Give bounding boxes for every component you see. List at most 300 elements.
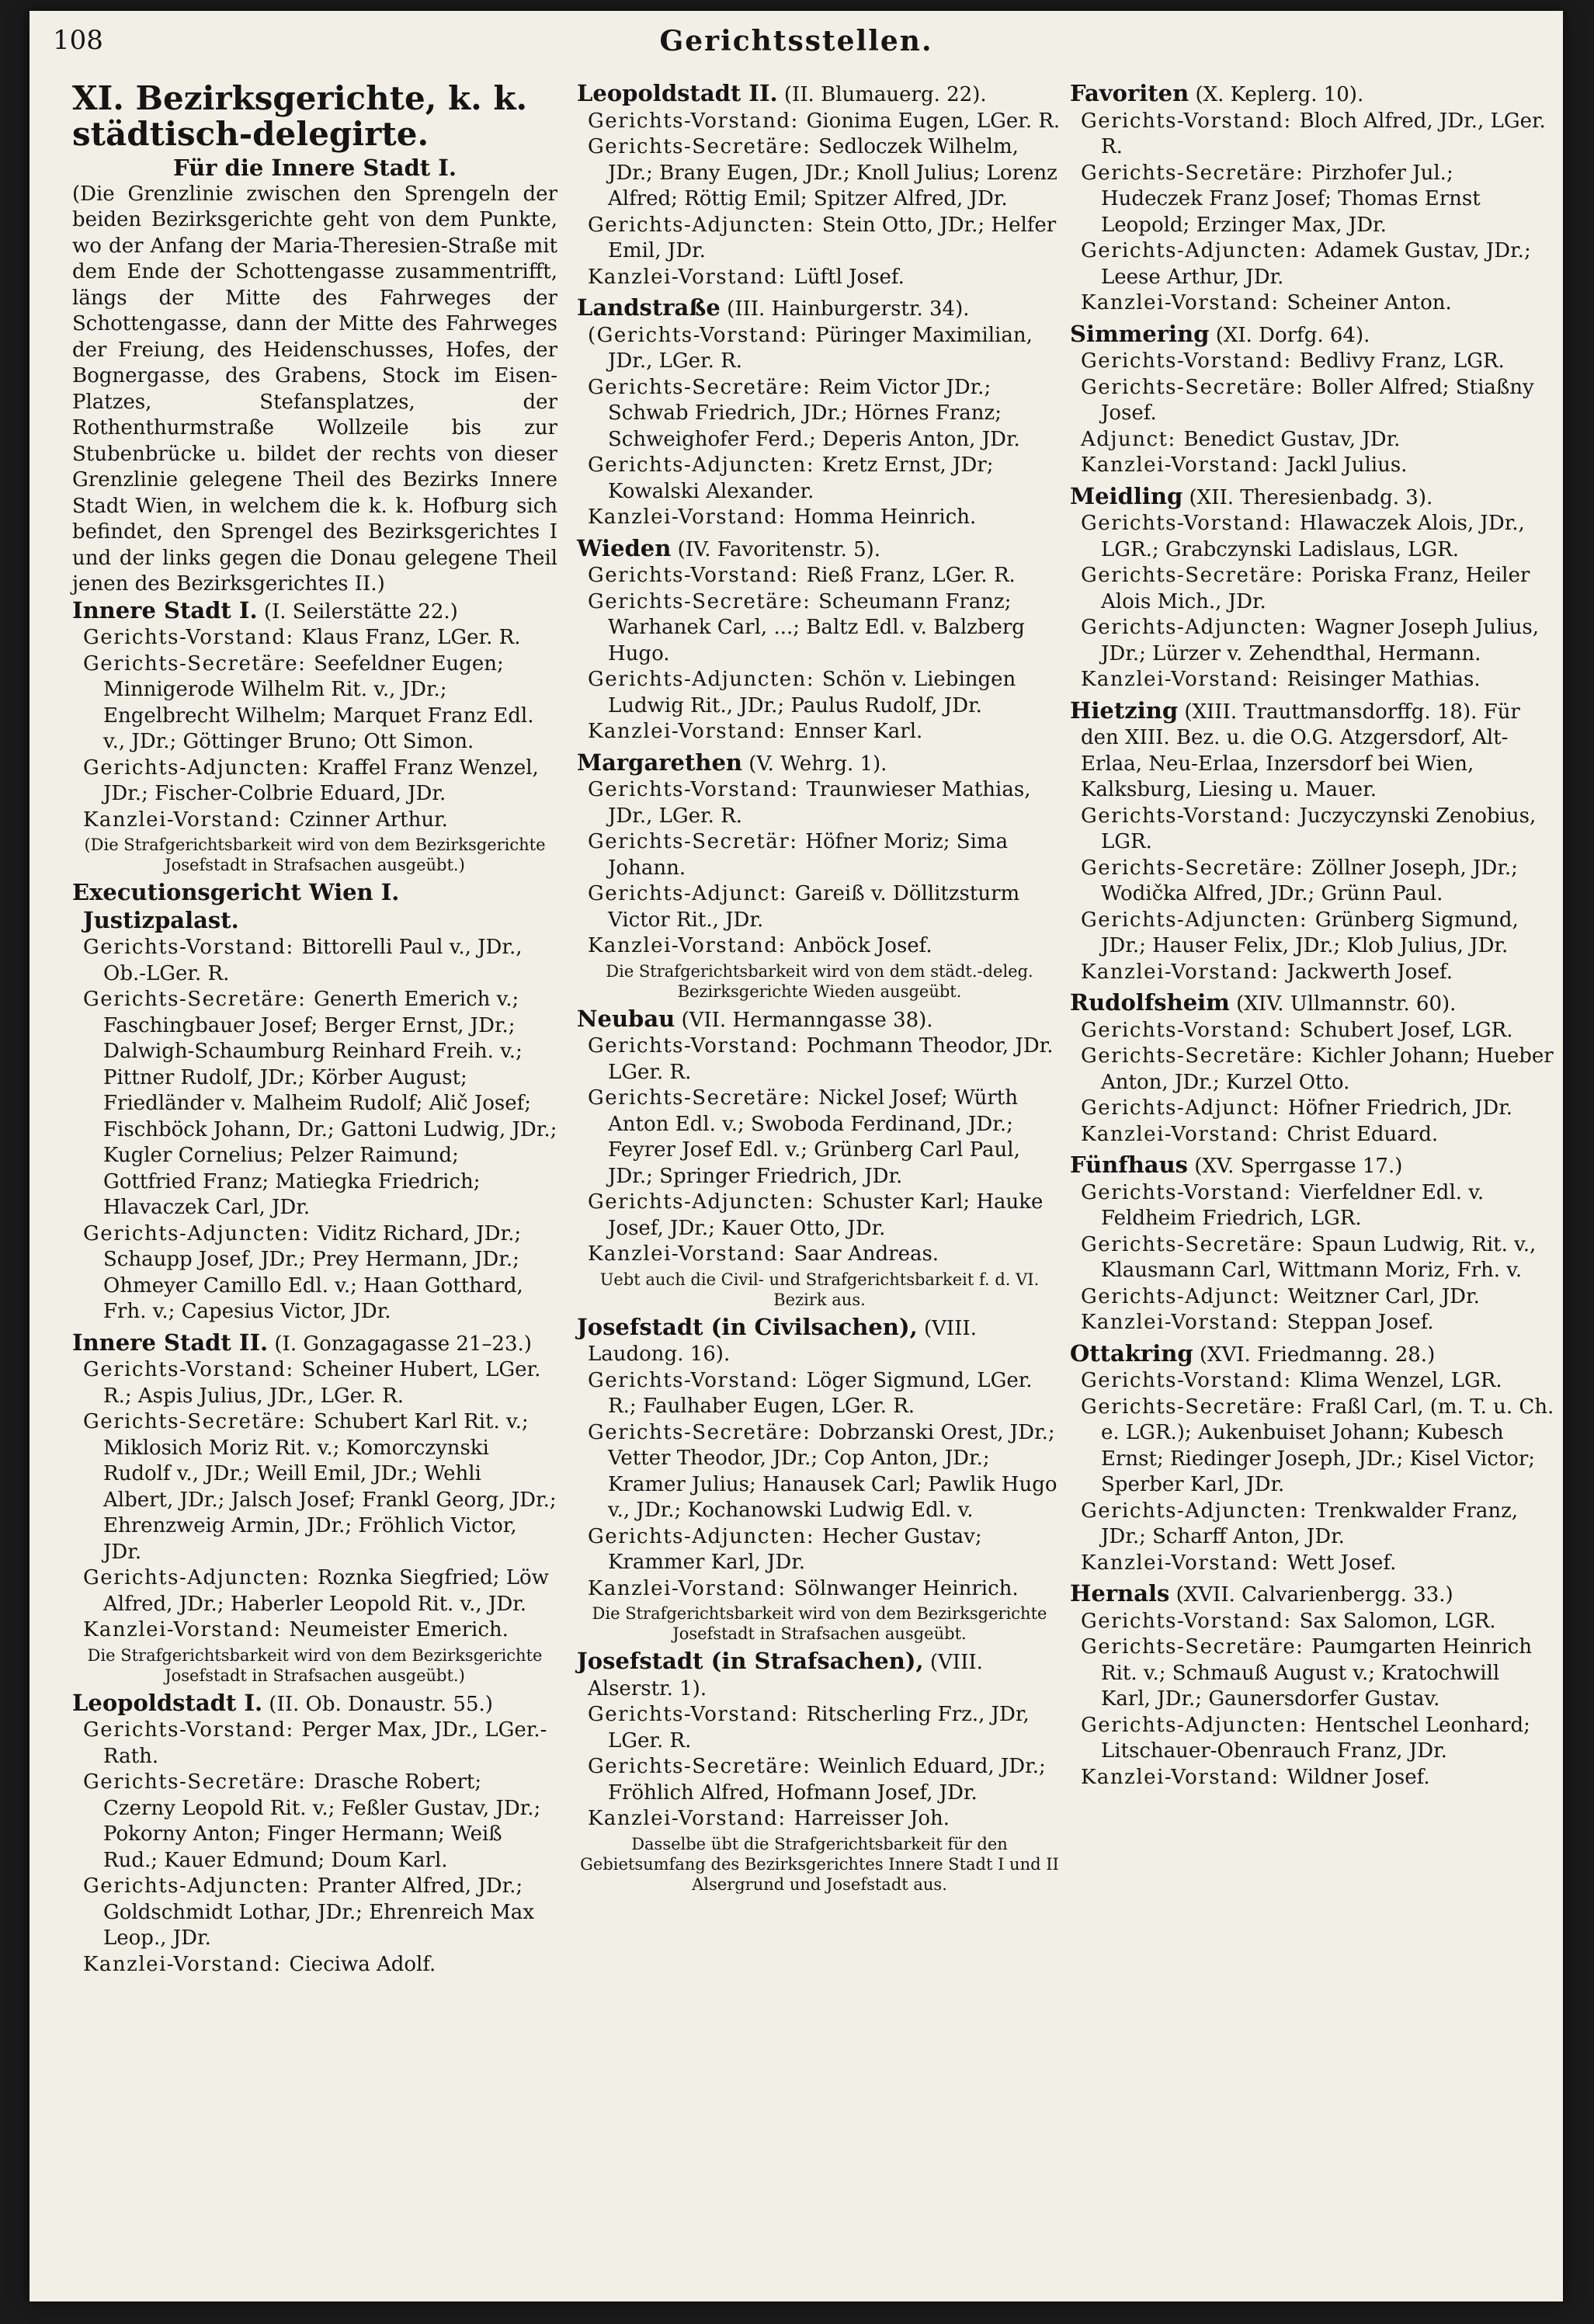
staff-role: Gerichts-Adjuncten: [83, 1566, 318, 1589]
court-name: Meidling [1070, 482, 1183, 509]
staff-names: Scheiner Anton. [1287, 291, 1452, 314]
staff-role: Gerichts-Vorstand: [1081, 1180, 1300, 1204]
staff-names: Bloch Alfred, JDr., LGer. R. [1101, 109, 1546, 158]
staff-role: Gerichts-Vorstand: [83, 1358, 302, 1381]
staff-role: Gerichts-Secretär: [588, 830, 806, 853]
court-entry [72, 880, 557, 1325]
staff-role: Kanzlei-Vorstand: [1081, 1765, 1287, 1789]
staff-role: Kanzlei-Vorstand: [1081, 1122, 1287, 1146]
staff-role: Gerichts-Adjuncten: [83, 756, 318, 780]
court-heading [1070, 698, 1555, 804]
staff-role: Gerichts-Vorstand: [588, 109, 807, 133]
staff-names: Rieß Franz, LGer. R. [806, 564, 1016, 587]
staff-line [72, 1357, 557, 1409]
staff-names: Kraffel Franz Wenzel, JDr.; Fischer-Colbrie Eduard, JDr. [103, 756, 539, 805]
court-entry [577, 81, 1062, 290]
court-entry [1070, 81, 1555, 317]
staff-names: Seefeldner Eugen; Minnigerode Wilhelm Rit. v., JDr.; Engelbrecht Wilhelm; Marquet Franz Edl. v., JDr.; Göttinger Bruno; Ott Simon. [103, 651, 534, 753]
page-title: Gerichtsstellen. [659, 25, 933, 57]
staff-names: Schubert Josef, LGR. [1299, 1018, 1513, 1042]
staff-line [1070, 1551, 1555, 1577]
staff-role: Gerichts-Secretäre: [588, 1086, 819, 1110]
staff-role: Gerichts-Adjunct: [1081, 1096, 1288, 1120]
staff-line [1070, 1122, 1555, 1148]
staff-names: Jackwerth Josef. [1287, 960, 1453, 984]
staff-names: Kretz Ernst, JDr; Kowalski Alexander. [608, 453, 994, 503]
staff-role: Kanzlei-Vorstand: [1081, 960, 1287, 984]
court-heading [577, 81, 1062, 109]
court-heading [577, 1648, 1062, 1702]
staff-names: Trenkwalder Franz, JDr.; Scharff Anton, JDr. [1101, 1499, 1519, 1548]
staff-role: Gerichts-Adjunct: [1081, 1284, 1288, 1308]
staff-names: Lüftl Josef. [794, 265, 905, 289]
staff-role: Gerichts-Secretäre: [1081, 375, 1312, 399]
court-entry [577, 295, 1062, 531]
court-heading [1070, 1341, 1555, 1369]
staff-line [1070, 1096, 1555, 1122]
staff-names: Drasche Robert; Czerny Leopold Rit. v.; Feßler Gustav, JDr.; Pokorny Anton; Finger Hermann; Weiß Rud.; Kauer Edmund; Doum Karl. [103, 1770, 541, 1872]
court-heading [72, 1330, 557, 1358]
staff-names: Anböck Josef. [794, 934, 932, 957]
court-heading [1070, 321, 1555, 349]
staff-names: Schubert Karl Rit. v.; Miklosich Moriz Rit. v.; Komorczynski Rudolf v., JDr.; Weill Emil, JDr.; Wehli Albert, JDr.; Jalsch Josef; Frankl Georg, JDr.; Ehrenzweig Armin, JDr.; Fröhlich Victor, JDr. [103, 1410, 557, 1564]
staff-names: Püringer Maximilian, JDr., LGer. R. [608, 323, 1033, 373]
staff-line [1070, 960, 1555, 986]
staff-names: Höfner Moriz; Sima Johann. [608, 830, 1009, 880]
staff-names: Schön v. Liebingen Ludwig Rit., JDr.; Paulus Rudolf, JDr. [608, 668, 1016, 717]
staff-role: Gerichts-Secretäre: [1081, 1395, 1312, 1419]
staff-names: Boller Alfred; Stiaßny Josef. [1101, 375, 1534, 425]
court-entry [1070, 1341, 1555, 1577]
staff-role: Kanzlei-Vorstand: [1081, 1311, 1287, 1334]
column-right [1070, 81, 1555, 1795]
staff-line [1070, 1499, 1555, 1551]
staff-names: Poriska Franz, Heiler Alois Mich., JDr. [1101, 564, 1530, 613]
staff-line [1070, 1634, 1555, 1713]
staff-names: Adamek Gustav, JDr.; Leese Arthur, JDr. [1101, 239, 1531, 289]
staff-role: Gerichts-Vorstand: [588, 564, 807, 587]
court-name: Favoriten [1070, 80, 1189, 106]
staff-names: Steppan Josef. [1287, 1311, 1434, 1334]
staff-line [1070, 349, 1555, 375]
court-heading [577, 750, 1062, 778]
court-heading [1070, 990, 1555, 1018]
staff-line [577, 1086, 1062, 1190]
staff-names: Weitzner Carl, JDr. [1287, 1284, 1480, 1308]
court-address: (I. Seilerstätte 22.) [257, 599, 458, 624]
court-entry [577, 536, 1062, 745]
staff-role: Gerichts-Secretäre: [1081, 1232, 1312, 1256]
staff-role: Gerichts-Adjuncten: [1081, 239, 1315, 262]
court-address: (I. Gonzagagasse 21–23.) [268, 1332, 532, 1356]
court-heading [577, 536, 1062, 564]
staff-names: Sölnwanger Heinrich. [794, 1576, 1019, 1600]
staff-role: Gerichts-Secretäre: [588, 1755, 819, 1778]
staff-names: Bittorelli Paul v., JDr., Ob.-LGer. R. [103, 936, 523, 985]
staff-line [72, 987, 557, 1221]
staff-names: Scheumann Franz; Warhanek Carl, ...; Baltz Edl. v. Balzberg Hugo. [608, 589, 1025, 665]
staff-line [1070, 615, 1555, 667]
court-note: Uebt auch die Civil- und Strafgerichtsbarkeit f. d. VI. Bezirk aus. [599, 1270, 1040, 1309]
staff-line [577, 1190, 1062, 1242]
staff-role: Gerichts-Vorstand: [588, 1703, 807, 1726]
court-list [1070, 81, 1555, 1791]
court-heading [72, 880, 557, 935]
staff-names: Pochmann Theodor, JDr. LGer. R. [608, 1034, 1054, 1084]
staff-line [1070, 238, 1555, 290]
staff-line [1070, 563, 1555, 615]
staff-role: Gerichts-Vorstand: [1081, 1369, 1300, 1392]
staff-line [577, 1576, 1062, 1603]
staff-line [577, 265, 1062, 291]
staff-line [1070, 667, 1555, 693]
staff-names: Benedict Gustav, JDr. [1183, 427, 1401, 451]
staff-names: Pirzhofer Jul.; Hudeczek Franz Josef; Thomas Ernst Leopold; Erzinger Max, JDr. [1101, 161, 1481, 237]
staff-line [1070, 427, 1555, 453]
staff-names: Czinner Arthur. [289, 808, 448, 832]
court-heading [1070, 1152, 1555, 1180]
staff-role: Gerichts-Vorstand: [1081, 512, 1300, 535]
section-title: XI. Bezirksgerichte, k. k. städtisch-delegirte. [72, 79, 528, 153]
court-name: Hietzing [1070, 697, 1179, 724]
staff-role: Gerichts-Secretäre: [588, 589, 819, 613]
court-address: (II. Blumauerg. 22). [777, 83, 987, 106]
court-entry [577, 1315, 1062, 1645]
staff-line [1070, 908, 1555, 960]
staff-line [1070, 1018, 1555, 1044]
court-address: (IV. Favoritenstr. 5). [671, 537, 881, 561]
staff-line [577, 109, 1062, 135]
court-entry [577, 1006, 1062, 1310]
column-middle [577, 81, 1062, 1899]
staff-role: Kanzlei-Vorstand: [588, 1242, 794, 1266]
staff-names: Homma Heinrich. [794, 505, 977, 529]
staff-role: Gerichts-Secretäre: [1081, 1635, 1312, 1659]
court-address: (XV. Sperrgasse 17.) [1188, 1155, 1403, 1178]
staff-role: Gerichts-Vorstand: [1081, 109, 1300, 133]
staff-names: Dobrzanski Orest, JDr.; Vetter Theodor, JDr.; Cop Anton, JDr.; Kramer Julius; Hanausek Carl; Pawlik Hugo v., JDr.; Kochanowski Ludwig Edl. v. [608, 1420, 1057, 1522]
court-heading [1070, 484, 1555, 512]
staff-role: Gerichts-Adjuncten: [588, 213, 822, 237]
staff-role: Gerichts-Vorstand: [588, 1034, 807, 1058]
court-entry [72, 1690, 557, 1978]
court-name: Fünfhaus [1070, 1152, 1189, 1178]
column-left [72, 81, 557, 1982]
staff-line [577, 1368, 1062, 1420]
staff-role: Gerichts-Secretäre: [1081, 161, 1312, 185]
staff-names: Viditz Richard, JDr.; Schaupp Josef, JDr.; Prey Hermann, JDr.; Ohmeyer Camillo Edl. v.; Haan Gotthard, Frh. v.; Capesius Victor, JDr. [103, 1221, 523, 1323]
staff-line [72, 935, 557, 987]
staff-names: Fraßl Carl, (m. T. u. Ch. e. LGR.); Aukenbuiset Johann; Kubesch Ernst; Riedinger Joseph, JDr.; Kisel Victor; Sperber Karl, JDr. [1101, 1395, 1554, 1496]
court-heading [1070, 81, 1555, 109]
court-address: (XI. Dorfg. 64). [1209, 323, 1370, 347]
staff-names: Pranter Alfred, JDr.; Goldschmidt Lothar, JDr.; Ehrenreich Max Leop., JDr. [103, 1874, 534, 1950]
staff-line [72, 625, 557, 651]
court-entry [1070, 484, 1555, 693]
court-address: (VII. Hermanngasse 38). [675, 1008, 933, 1032]
staff-role: Gerichts-Secretäre: [588, 135, 819, 158]
staff-line [577, 777, 1062, 829]
staff-role: Gerichts-Vorstand: [83, 936, 302, 959]
staff-names: Roznka Siegfried; Löw Alfred, JDr.; Haberler Leopold Rit. v., JDr. [103, 1566, 549, 1616]
staff-role: Gerichts-Adjuncten: [1081, 616, 1315, 639]
court-name: Wieden [577, 534, 672, 561]
court-name: Margarethen [577, 749, 742, 776]
staff-line [577, 719, 1062, 745]
staff-role: Gerichts-Secretäre: [588, 375, 819, 399]
court-name: Hernals [1070, 1580, 1170, 1607]
staff-line [577, 667, 1062, 719]
staff-role: Kanzlei-Vorstand: [83, 1952, 290, 1976]
court-list [72, 598, 557, 1978]
staff-names: Wildner Josef. [1287, 1765, 1430, 1789]
staff-line [1070, 1609, 1555, 1635]
staff-names: Generth Emerich v.; Faschingbauer Josef; Berger Ernst, JDr.; Dalwigh-Schaumburg Reinhard Freih. v.; Pittner Rudolf, JDr.; Körber August; Friedländer v. Malheim Rudolf; Alič Josef; Fischböck Johann, Dr.; Gattoni Ludwig, JDr.; Kugler Cornelius; Pelzer Raimund; Gottfried Franz; Matiegka Friedrich; Hlavaczek Carl, JDr. [103, 988, 557, 1219]
court-address: (XII. Theresienbadg. 3). [1182, 485, 1433, 509]
staff-role: Gerichts-Vorstand: [588, 1368, 807, 1392]
staff-line [577, 1524, 1062, 1576]
staff-line [577, 453, 1062, 505]
staff-names: Hecher Gustav; Krammer Karl, JDr. [608, 1524, 982, 1574]
court-entry [577, 750, 1062, 1002]
staff-names: Vierfeldner Edl. v. Feldheim Friedrich, LGR. [1101, 1180, 1485, 1230]
court-address: (V. Wehrg. 1). [741, 752, 887, 776]
staff-role: Gerichts-Adjuncten: [1081, 1499, 1315, 1523]
court-heading [577, 1315, 1062, 1368]
staff-role: Gerichts-Secretäre: [83, 1770, 314, 1794]
staff-role: Gerichts-Adjuncten: [83, 1874, 318, 1898]
staff-names: Ritscherling Frz., JDr, LGer. R. [608, 1703, 1030, 1753]
court-name: Ottakring [1070, 1339, 1193, 1367]
court-entry [1070, 321, 1555, 479]
staff-role: Gerichts-Secretäre: [1081, 856, 1312, 880]
staff-names: Reisinger Mathias. [1287, 668, 1481, 691]
court-name: Josefstadt (in Strafsachen), [577, 1648, 924, 1674]
staff-role: Gerichts-Secretäre: [1081, 564, 1312, 587]
staff-role: Kanzlei-Vorstand: [588, 1807, 794, 1830]
staff-line [577, 213, 1062, 265]
court-address: (III. Hainburgerstr. 34). [720, 297, 970, 321]
staff-role: Gerichts-Adjuncten: [588, 668, 822, 691]
staff-role: Gerichts-Secretäre: [83, 651, 314, 676]
court-heading [577, 1006, 1062, 1034]
court-note: Die Strafgerichtsbarkeit wird von dem Bezirksgerichte Josefstadt in Strafsachen ausgeübt. [592, 1604, 1047, 1643]
staff-line [1070, 1765, 1555, 1791]
staff-line [72, 1718, 557, 1770]
court-name: Innere Stadt II. [72, 1329, 269, 1356]
staff-line [577, 881, 1062, 933]
staff-role: Gerichts-Secretäre: [588, 1420, 819, 1444]
staff-role: Gerichts-Adjunct: [588, 882, 795, 905]
staff-line [1070, 1395, 1555, 1499]
staff-names: Kichler Johann; Hueber Anton, JDr.; Kurzel Otto. [1101, 1044, 1554, 1094]
staff-names: Bedlivy Franz, LGR. [1299, 349, 1505, 373]
staff-names: Weinlich Eduard, JDr.; Fröhlich Alfred, Hofmann Josef, JDr. [608, 1755, 1046, 1805]
staff-names: Hentschel Leonhard; Litschauer-Obenrauch Franz, JDr. [1101, 1713, 1530, 1763]
staff-role: Gerichts-Adjuncten: [588, 453, 822, 477]
court-note: Die Strafgerichtsbarkeit wird von dem Bezirksgerichte Josefstadt in Strafsachen ausgeübt.) [87, 1645, 543, 1685]
staff-role: Kanzlei-Vorstand: [1081, 668, 1287, 691]
staff-line [577, 1420, 1062, 1524]
court-name: Rudolfsheim [1070, 989, 1230, 1016]
staff-line [72, 1221, 557, 1325]
staff-role: Gerichts-Secretäre: [83, 1410, 314, 1433]
staff-line [577, 134, 1062, 213]
court-name: Innere Stadt I. [72, 596, 258, 624]
staff-line [1070, 375, 1555, 427]
staff-role: Gerichts-Secretäre: [1081, 1044, 1312, 1068]
staff-names: Wagner Joseph Julius, JDr.; Lürzer v. Zehendthal, Hermann. [1101, 616, 1539, 665]
court-heading [1070, 1581, 1555, 1609]
staff-line [1070, 1713, 1555, 1765]
staff-names: Höfner Friedrich, JDr. [1287, 1096, 1513, 1120]
court-entry [1070, 1581, 1555, 1791]
court-address: (XVI. Friedmanng. 28.) [1193, 1343, 1436, 1367]
court-entry [1070, 990, 1555, 1148]
staff-names: Spaun Ludwig, Rit. v., Klausmann Carl, Wittmann Moriz, Frh. v. [1101, 1232, 1537, 1282]
court-name: Simmering [1070, 320, 1210, 347]
staff-line [1070, 1180, 1555, 1232]
staff-line [72, 1874, 557, 1952]
staff-role: Kanzlei-Vorstand: [588, 505, 794, 529]
court-name: Landstraße [577, 294, 721, 321]
staff-line [1070, 161, 1555, 239]
court-entry [577, 1648, 1062, 1895]
staff-names: Nickel Josef; Würth Anton Edl. v.; Swoboda Ferdinand, JDr.; Feyrer Josef Edl. v.; Grünberg Carl Paul, JDr.; Springer Friedrich, JDr. [608, 1086, 1020, 1188]
directory-page [30, 11, 1563, 2301]
court-name: Leopoldstadt II. [577, 80, 778, 106]
staff-line [72, 756, 557, 808]
staff-line [1070, 1284, 1555, 1311]
staff-role: Gerichts-Adjuncten: [588, 1524, 822, 1548]
staff-names: Cieciwa Adolf. [289, 1952, 436, 1976]
staff-line [1070, 511, 1555, 563]
staff-names: Hlawaczek Alois, JDr., LGR.; Grabczynski Ladislaus, LGR. [1101, 512, 1525, 561]
staff-names: Jackl Julius. [1287, 453, 1408, 477]
staff-line [1070, 1232, 1555, 1284]
staff-line [72, 651, 557, 756]
staff-line [72, 1617, 557, 1644]
staff-role: Kanzlei-Vorstand: [1081, 453, 1287, 477]
court-heading [72, 598, 557, 626]
staff-line [72, 1409, 557, 1565]
court-entry [72, 598, 557, 876]
staff-line [72, 1770, 557, 1874]
staff-line [1070, 1044, 1555, 1096]
staff-role: Gerichts-Adjuncten: [1081, 908, 1315, 932]
staff-names: Scheiner Hubert, LGer. R.; Aspis Julius, JDr., LGer. R. [103, 1358, 541, 1408]
staff-names: Saar Andreas. [794, 1242, 939, 1266]
court-address: (XIII. Trauttmansdorffg. 18). Für den XIII. Bez. u. die O.G. Atzgersdorf, Alt-Erlaa, Neu-Erlaa, Inzersdorf bei Wien, Kalksburg, Liesing u. Mauer. [1081, 700, 1520, 801]
court-address: (XVII. Calvarienbergg. 33.) [1169, 1583, 1453, 1607]
staff-names: Klima Wenzel, LGR. [1299, 1369, 1502, 1392]
staff-role: Gerichts-Vorstand: [588, 778, 807, 801]
court-address: (II. Ob. Donaustr. 55.) [262, 1692, 493, 1716]
staff-names: Zöllner Joseph, JDr.; Wodička Alfred, JDr.; Grünn Paul. [1101, 856, 1518, 905]
staff-line [577, 505, 1062, 531]
page-header [30, 25, 1563, 71]
staff-names: Neumeister Emerich. [289, 1618, 509, 1641]
section-intro: (Die Grenzlinie zwischen den Sprengeln der beiden Bezirksgerichte geht von dem Punkte, wo der Anfang der Maria-Theresien-Straße mit dem Ende der Schottengasse zusammentrifft, längs der Mitte des Fahrweges der Schottengasse, dann der Mitte des Fahrweges der Freiung, des Heidenschusses, Hofes, der Bognergasse, des Grabens, Stock im Eisen-Platzes, Stefansplatzes, der Rothenthurmstraße Wollzeile bis zur Stubenbrücke u. bildet der rechts von dieser Grenzlinie gelegene Theil des Bezirks Innere Stadt Wien, in welchem die k. k. Hofburg sich befindet, den Sprengel des Bezirksgerichtes I und der links gegen die Donau gelegene Theil jenen des Bezirksgerichtes II.) [72, 182, 557, 596]
staff-role: Kanzlei-Vorstand: [83, 1618, 290, 1641]
staff-line [577, 563, 1062, 589]
court-name: Leopoldstadt I. [72, 1689, 263, 1716]
staff-line [577, 1754, 1062, 1806]
staff-line [1070, 290, 1555, 317]
staff-line [1070, 1368, 1555, 1395]
staff-role: Gerichts-Vorstand: [83, 626, 302, 649]
court-note: (Die Strafgerichtsbarkeit wird von dem Bezirksgerichte Josefstadt in Strafsachen ausgeübt.) [84, 835, 546, 874]
staff-line [1070, 804, 1555, 856]
staff-names: Juczyczynski Zenobius, LGR. [1101, 804, 1537, 853]
staff-names: Harreisser Joh. [794, 1807, 950, 1830]
staff-role: Gerichts-Vorstand: [1081, 1018, 1300, 1042]
staff-role: Gerichts-Adjuncten: [83, 1221, 318, 1245]
staff-names: Gionima Eugen, LGer. R. [806, 109, 1061, 133]
staff-role: Kanzlei-Vorstand: [588, 265, 794, 289]
staff-line [577, 1242, 1062, 1268]
court-entry [1070, 1152, 1555, 1336]
staff-role: Gerichts-Adjuncten: [1081, 1713, 1315, 1737]
staff-line [72, 1565, 557, 1617]
staff-role: Gerichts-Vorstand: [1081, 349, 1300, 373]
staff-names: Paumgarten Heinrich Rit. v.; Schmauß August v.; Kratochwill Karl, JDr.; Gaunersdorfer Gustav. [1101, 1635, 1532, 1711]
staff-line [1070, 1310, 1555, 1336]
staff-names: Wett Josef. [1287, 1551, 1397, 1575]
staff-names: Sedloczek Wilhelm, JDr.; Brany Eugen, JDr.; Knoll Julius; Lorenz Alfred; Röttig Emil; Spitzer Alfred, JDr. [608, 135, 1057, 210]
staff-names: Perger Max, JDr., LGer.-Rath. [103, 1718, 547, 1768]
staff-role: Kanzlei-Vorstand: [588, 934, 794, 957]
staff-role: Kanzlei-Vorstand: [1081, 291, 1287, 314]
staff-names: Sax Salomon, LGR. [1299, 1609, 1496, 1633]
staff-line [577, 829, 1062, 881]
staff-line [577, 1033, 1062, 1086]
court-address: (XIV. Ullmannstr. 60). [1229, 992, 1457, 1016]
staff-line [1070, 109, 1555, 161]
staff-names: Löger Sigmund, LGer. R.; Faulhaber Eugen, LGer. R. [608, 1368, 1033, 1418]
staff-names: Ennser Karl. [794, 720, 923, 743]
staff-names: Traunwieser Mathias, JDr., LGer. R. [608, 778, 1031, 828]
court-name: Neubau [577, 1005, 675, 1032]
staff-line [577, 1702, 1062, 1754]
staff-line [72, 808, 557, 834]
section-subtitle: Für die Innere Stadt I. [173, 155, 457, 181]
staff-role: Kanzlei-Vorstand: [83, 808, 290, 832]
staff-names: Schuster Karl; Hauke Josef, JDr.; Kauer Otto, JDr. [608, 1190, 1044, 1240]
court-heading [577, 295, 1062, 323]
staff-names: Klaus Franz, LGer. R. [301, 626, 521, 649]
staff-line [577, 323, 1062, 375]
court-address: (VIII. Laudong. 16). [588, 1316, 977, 1366]
staff-line [1070, 856, 1555, 908]
staff-role: Kanzlei-Vorstand: [588, 1576, 794, 1600]
staff-line [577, 375, 1062, 453]
staff-role: Gerichts-Vorstand: [1081, 1609, 1300, 1633]
staff-names: Stein Otto, JDr.; Helfer Emil, JDr. [608, 213, 1057, 262]
staff-role: (Gerichts-Vorstand: [588, 323, 816, 347]
staff-line [577, 933, 1062, 960]
court-note: Dasselbe übt die Strafgerichtsbarkeit für den Gebietsumfang des Bezirksgerichtes Innere Stadt I und II Alsergrund und Josefstadt aus. [580, 1834, 1059, 1894]
court-list [577, 81, 1062, 1895]
staff-role: Gerichts-Vorstand: [83, 1718, 302, 1742]
staff-names: Christ Eduard. [1287, 1122, 1439, 1146]
staff-role: Gerichts-Adjuncten: [588, 1190, 822, 1214]
staff-names: Gareiß v. Döllitzsturm Victor Rit., JDr. [608, 882, 1020, 932]
staff-role: Kanzlei-Vorstand: [1081, 1551, 1287, 1575]
court-entry [72, 1330, 557, 1686]
court-address: (X. Keplerg. 10). [1189, 83, 1364, 106]
court-heading [72, 1690, 557, 1718]
